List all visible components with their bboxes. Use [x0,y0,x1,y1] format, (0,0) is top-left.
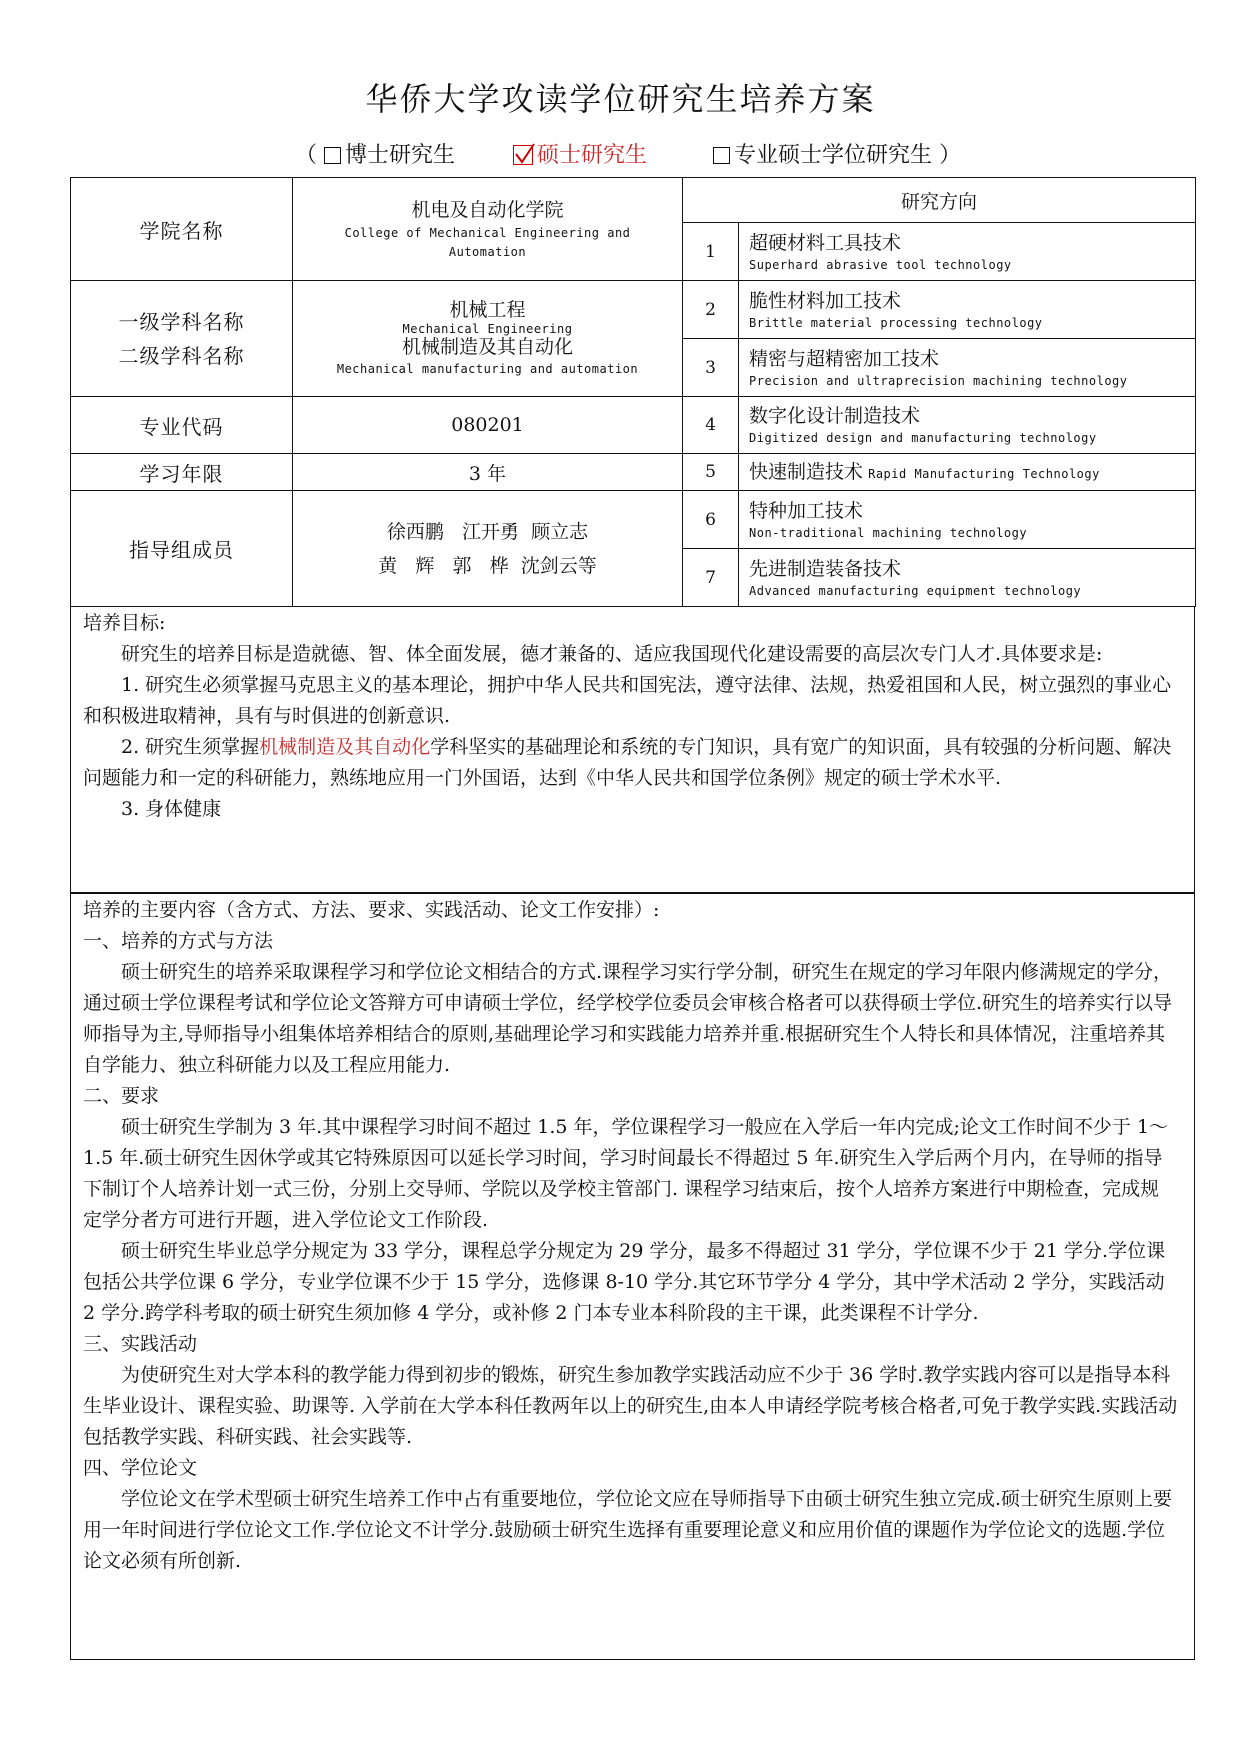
direction-item [739,223,1196,281]
years-label: 学习年限 [71,454,293,491]
direction-item [739,339,1196,397]
direction-zh: 快速制造技术 [749,461,864,483]
checked-box-icon[interactable] [513,145,533,165]
option-professional[interactable] [713,138,932,169]
direction-en: Superhard abrasive tool technology [749,257,1012,272]
unchecked-box-icon[interactable] [324,147,341,164]
section1-paragraph: 硕士研究生的培养采取课程学习和学位论文相结合的方式.课程学习实行学分制，研究生在规定的学习年限内修满规定的学分，通过硕士学位课程考试和学位论文答辩方可申请硕士学位，经学校学位委员会审核合格者可以获得硕士学位.研究生的培养实行以导师指导为主,导师指导小组集体培养相结合的原则,基础理论学习和实践能力培养并重.根据研究生个人特长和具体情况，注重培养其自学能力、独立科研能力以及工程应用能力. [83,961,1173,1076]
direction-item [739,281,1196,339]
direction-number: 5 [683,454,739,491]
direction-number: 7 [683,549,739,607]
college-label: 学院名称 [71,178,293,281]
direction-en: Precision and ultraprecision machining technology [749,373,1128,388]
direction-item [739,491,1196,549]
discipline2-label: 二级学科名称 [118,343,245,368]
direction-en: Rapid Manufacturing Technology [868,467,1100,481]
section2-title: 二、要求 [83,1085,160,1107]
direction-zh: 数字化设计制造技术 [749,405,921,427]
section3-paragraph: 为使研究生对大学本科的教学能力得到初步的锻炼，研究生参加教学实践活动应不少于 36 学时.教学实践内容可以是指导本科生毕业设计、课程实验、助课等. 入学前在大学本科任教两年以上的研究生,由本人申请经学院考核合格者,可免于教学实践.实践活动包括教学实践、科研实践、社会实践等. [83,1364,1178,1448]
direction-en: Non-traditional machining technology [749,525,1028,540]
direction-number: 1 [683,223,739,281]
years-value: 3 年 [293,454,683,491]
goals-item2-pre: 2. 研究生须掌握 [121,736,260,758]
discipline2-zh: 机械制造及其自动化 [401,335,573,358]
advisors-cell [293,491,683,607]
program-info-table [70,177,1196,607]
directions-header: 研究方向 [683,178,1196,223]
section4-title: 四、学位论文 [83,1457,198,1479]
direction-item [739,397,1196,454]
discipline-cell [293,281,683,397]
direction-number: 2 [683,281,739,339]
direction-zh: 脆性材料加工技术 [749,289,902,312]
advisors-line2: 黄 辉 郭 桦 沈剑云等 [378,554,597,577]
degree-type-selector [295,138,961,169]
discipline1-en: Mechanical Engineering [402,321,573,336]
training-goals-section [70,606,1195,893]
section2-paragraph2: 硕士研究生毕业总学分规定为 33 学分，课程总学分规定为 29 学分，最多不得超过 31 学分，学位课不少于 21 学分.学位课包括公共学位课 6 学分，专业学位课不少于 15 学分，选修课 8-10 学分.其它环节学分 4 学分，其中学术活动 2 学分，实践活动 2 学分.跨学科考取的硕士研究生须加修 4 学分，或补修 2 门本专业本科阶段的主干课，此类课程不计学分. [83,1240,1166,1324]
goals-item2-post: 学科坚实的基础理论和系统的专门知识，具有宽广的知识面，具有较强的分析问题、解决问题能力和一定的科研能力，熟练地应用一门外国语，达到《中华人民共和国学位条例》规定的硕士学术水平. [83,736,1172,789]
page-title: 华侨大学攻读学位研究生培养方案 [365,80,876,118]
college-name-en: College of Mechanical Engineering and Automation [344,226,631,259]
code-value: 080201 [293,397,683,454]
goals-intro: 研究生的培养目标是造就德、智、体全面发展，德才兼备的、适应我国现代化建设需要的高层次专门人才.具体要求是: [121,643,1103,665]
direction-item [739,549,1196,607]
goals-heading: 培养目标: [83,612,166,634]
direction-en: Brittle material processing technology [749,315,1043,330]
discipline1-zh: 机械工程 [449,298,526,321]
direction-en: Digitized design and manufacturing technology [749,431,1097,445]
direction-en: Advanced manufacturing equipment technology [749,583,1082,598]
direction-item [739,454,1196,491]
option-master-label: 硕士研究生 [537,143,648,168]
direction-zh: 超硬材料工具技术 [749,231,902,254]
goals-item1: 1. 研究生必须掌握马克思主义的基本理论，拥护中华人民共和国宪法，遵守法律、法规，热爱祖国和人民，树立强烈的事业心和积极进取精神，具有与时俱进的创新意识. [83,674,1172,727]
direction-number: 3 [683,339,739,397]
direction-zh: 先进制造装备技术 [749,557,902,580]
option-phd-label: 博士研究生 [345,143,456,168]
section2-paragraph1: 硕士研究生学制为 3 年.其中课程学习时间不超过 1.5 年，学位课程学习一般应在入学后一年内完成;论文工作时间不少于 1～1.5 年.硕士研究生因休学或其它特殊原因可以延长学习时间，学习时间最长不得超过 5 年.研究生入学后两个月内，在导师的指导下制订个人培养计划一式三份，分别上交导师、学院以及学校主管部门. 课程学习结束后，按个人培养方案进行中期检查，完成规定学分者方可进行开题，进入学位论文工作阶段. [83,1116,1169,1231]
content-heading: 培养的主要内容（含方式、方法、要求、实践活动、论文工作安排）: [83,899,660,921]
college-name-zh: 机电及自动化学院 [411,199,564,221]
paren-close: ） [939,143,962,168]
section3-title: 三、实践活动 [83,1333,198,1355]
college-cell [293,178,683,281]
section4-paragraph: 学位论文在学术型硕士研究生培养工作中占有重要地位，学位论文应在导师指导下由硕士研究生独立完成.硕士研究生原则上要用一年时间进行学位论文工作.学位论文不计学分.鼓励硕士研究生选择有重要理论意义和应用价值的课题作为学位论文的选题.学位论文必须有所创新. [83,1488,1173,1572]
direction-number: 6 [683,491,739,549]
paren-open: （ [295,143,318,168]
goals-item2 [83,732,1178,794]
option-phd[interactable] [324,138,455,169]
unchecked-box-icon[interactable] [713,147,730,164]
direction-zh: 精密与超精密加工技术 [749,347,940,370]
option-professional-label: 专业硕士学位研究生 [734,143,933,168]
advisors-label: 指导组成员 [71,491,293,607]
option-master[interactable] [513,138,647,169]
direction-zh: 特种加工技术 [749,499,864,522]
training-content-section [70,893,1195,1660]
section1-title: 一、培养的方式与方法 [83,930,274,952]
discipline2-en: Mechanical manufacturing and automation [336,361,639,376]
goals-item3: 3. 身体健康 [121,798,222,820]
discipline1-label: 一级学科名称 [118,309,245,334]
goals-item2-highlight: 机械制造及其自动化 [259,736,431,758]
discipline-labels [71,281,293,397]
direction-number: 4 [683,397,739,454]
advisors-line1: 徐西鹏 江开勇 顾立志 [386,520,589,543]
code-label: 专业代码 [71,397,293,454]
